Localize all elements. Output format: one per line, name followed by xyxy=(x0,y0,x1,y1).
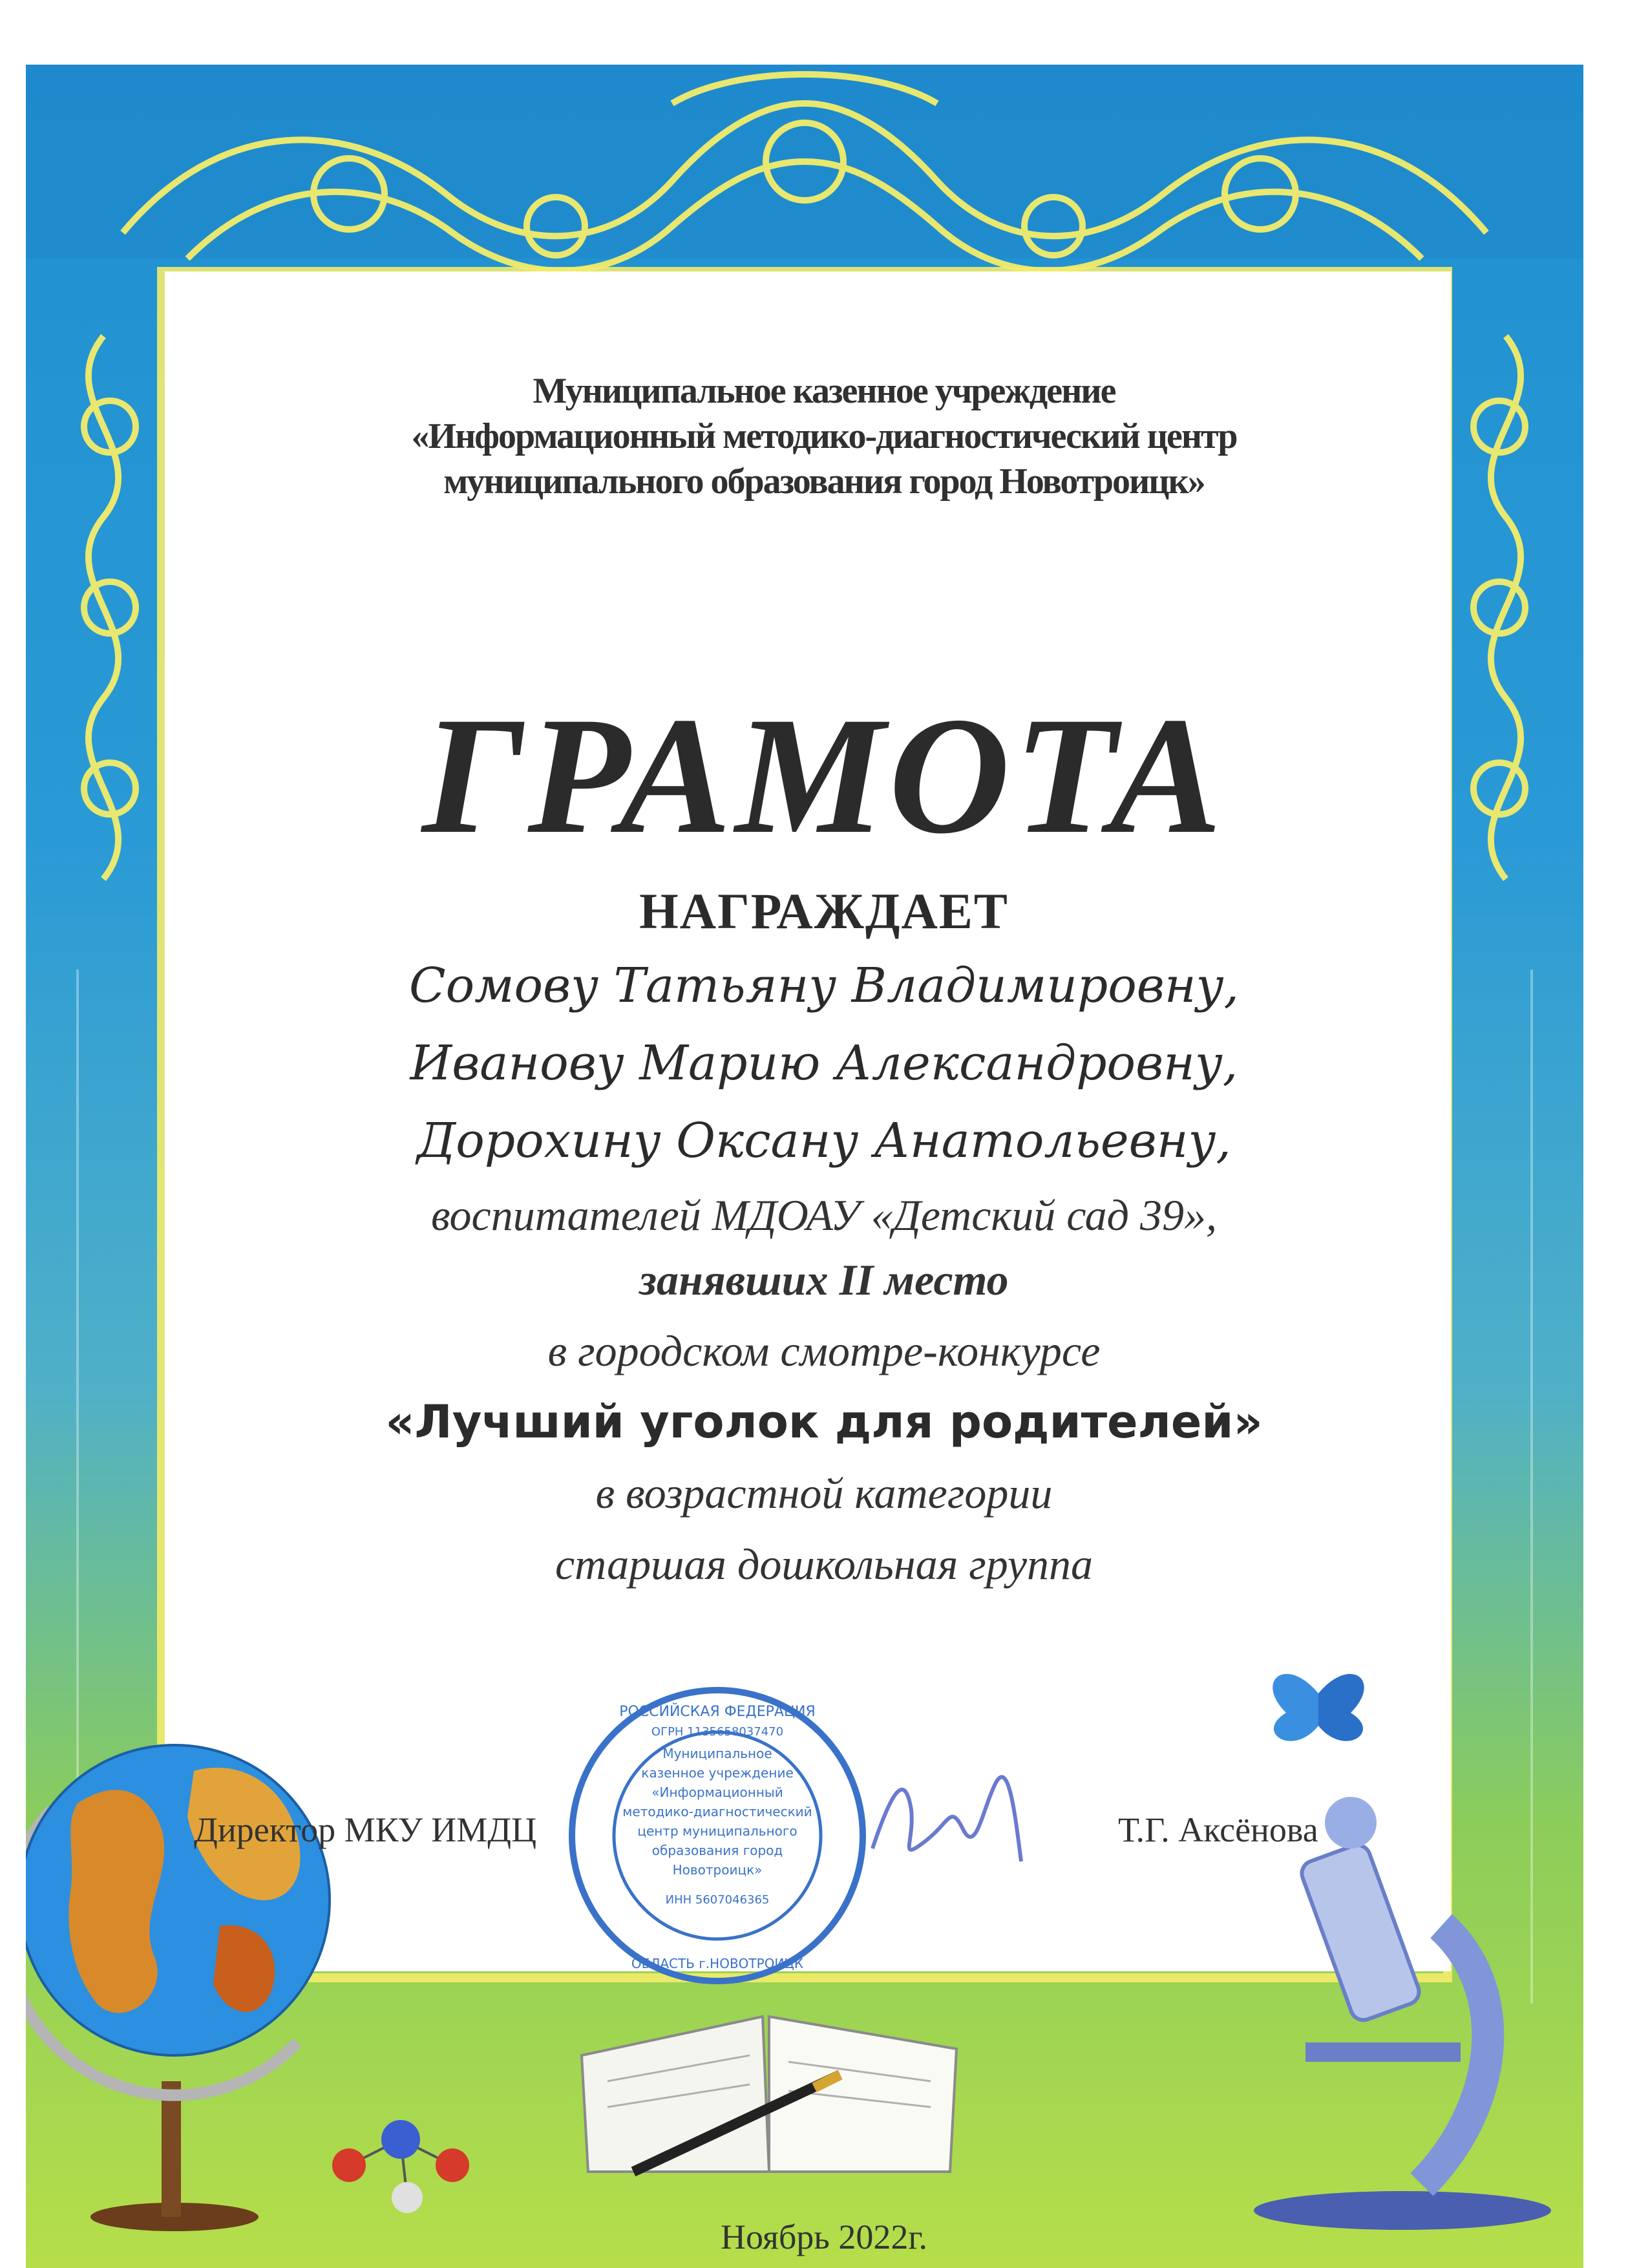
category-value: старшая дошкольная группа xyxy=(555,1540,1093,1589)
category-label: в возрастной категории xyxy=(595,1468,1053,1518)
svg-text:ОБЛАСТЬ г.НОВОТРОИЦК: ОБЛАСТЬ г.НОВОТРОИЦК xyxy=(631,1956,804,1971)
recipients-role: воспитателей МДОАУ «Детский сад 39», xyxy=(430,1191,1218,1240)
issue-date: Ноябрь 2022г. xyxy=(721,2218,927,2256)
svg-text:РОССИЙСКАЯ ФЕДЕРАЦИЯ: РОССИЙСКАЯ ФЕДЕРАЦИЯ xyxy=(619,1704,816,1720)
handwritten-signature xyxy=(853,1732,1047,1900)
contest-text: в городском смотре-конкурсе xyxy=(547,1326,1101,1375)
svg-text:методико-диагностический: методико-диагностический xyxy=(622,1804,812,1819)
certificate-title: ГРАМОТА xyxy=(422,683,1226,869)
organization-header xyxy=(0,368,1648,504)
svg-text:центр муниципального: центр муниципального xyxy=(637,1823,798,1839)
svg-text:ОГРН 1135658037470: ОГРН 1135658037470 xyxy=(651,1725,784,1739)
recipient-1: Сомову Татьяну Владимировну, xyxy=(408,958,1240,1013)
signatory-name: Т.Г. Аксёнова xyxy=(1118,1810,1318,1849)
official-seal xyxy=(562,1680,872,1991)
svg-text:Муниципальное: Муниципальное xyxy=(662,1746,772,1761)
molecule-icon xyxy=(310,2088,504,2230)
org-line-2: «Информационный методико-диагностический центр xyxy=(411,416,1237,456)
svg-text:казенное учреждение: казенное учреждение xyxy=(641,1765,794,1781)
butterfly-icon xyxy=(1273,1674,1364,1741)
microscope-icon xyxy=(1228,1655,1564,2236)
contest-name: «Лучший уголок для родителей» xyxy=(385,1395,1263,1448)
recipient-2: Иванову Марию Александровну, xyxy=(410,1035,1238,1091)
awards-label: НАГРАЖДАЕТ xyxy=(639,883,1009,939)
svg-text:«Информационный: «Информационный xyxy=(651,1785,783,1800)
svg-text:ИНН 5607046365: ИНН 5607046365 xyxy=(665,1893,770,1907)
svg-text:Новотроицк»: Новотроицк» xyxy=(672,1862,763,1878)
book-icon xyxy=(569,1978,969,2191)
org-line-1: Муниципальное казенное учреждение xyxy=(533,371,1115,411)
place-text: занявших II место xyxy=(639,1255,1009,1304)
signatory-position: Директор МКУ ИМДЦ xyxy=(194,1810,537,1849)
org-line-3: муниципального образования город Новотроицк» xyxy=(443,461,1205,502)
recipient-3: Дорохину Оксану Анатольевну, xyxy=(417,1113,1231,1169)
svg-text:образования город: образования город xyxy=(651,1843,783,1858)
